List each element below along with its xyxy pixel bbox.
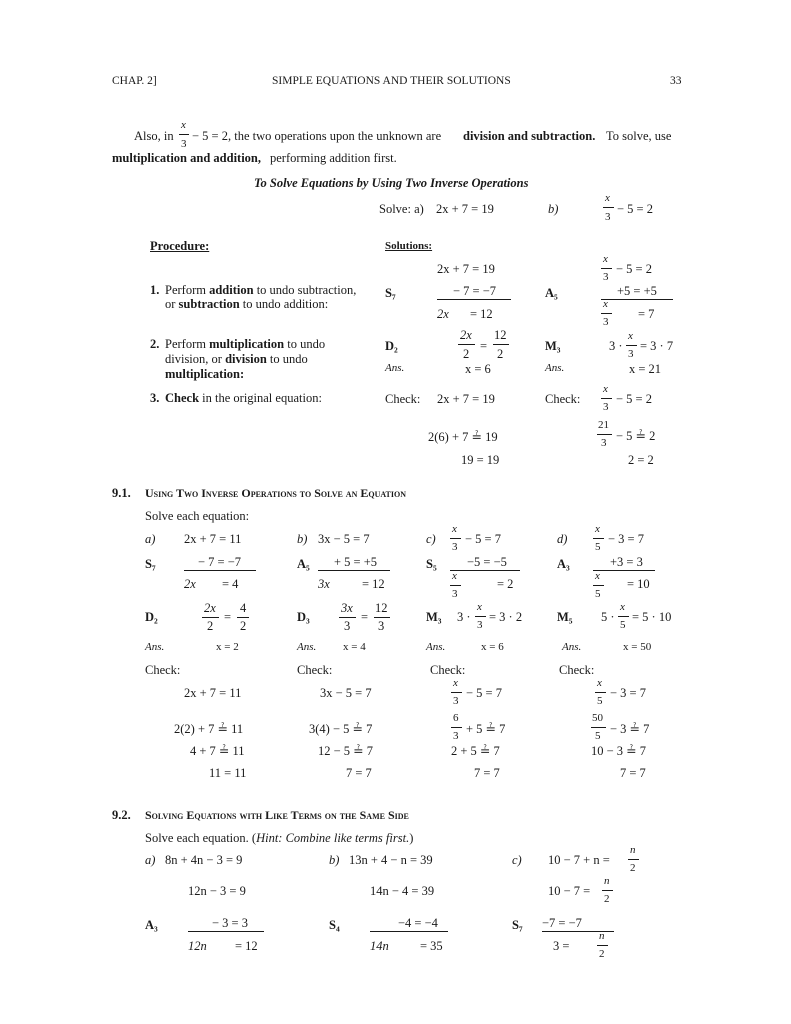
- check-line: − 3 = 7: [610, 686, 646, 700]
- check-line: 19 = 19: [461, 453, 500, 467]
- fraction-bar: [626, 345, 637, 346]
- fraction-bar: [618, 616, 629, 617]
- equation-line: = 10: [627, 577, 650, 591]
- frac-num: 50: [592, 712, 603, 724]
- step2-line1: [165, 337, 325, 352]
- equation-line: 10 − 7 =: [548, 884, 591, 898]
- instructions: [145, 831, 413, 846]
- equation-line: − 3 = 3: [212, 916, 248, 930]
- operation-label: A₅: [297, 557, 310, 571]
- step1-line1: [165, 283, 356, 298]
- fraction-bar: [601, 313, 612, 314]
- fraction-bar: [593, 585, 604, 586]
- check-line: 2(6) + 7 ≟ 19: [428, 430, 498, 444]
- equation-rule: [318, 570, 390, 571]
- fraction-bar: [628, 859, 639, 860]
- fraction-bar: [202, 617, 219, 618]
- frac-num: 4: [240, 601, 247, 615]
- equation-line: 2x + 7 = 19: [437, 262, 495, 276]
- frac-num: 2x: [204, 601, 216, 615]
- operation-label: M₃: [426, 610, 442, 624]
- equation-line: = 3 · 7: [640, 339, 674, 353]
- frac-den: 3: [452, 588, 458, 600]
- equation-line: 14n − 4 = 39: [370, 884, 435, 898]
- frac-den: 3: [603, 271, 609, 283]
- frac-num: n: [604, 875, 610, 887]
- step-number: 1.: [150, 283, 160, 297]
- frac-num: x: [595, 523, 600, 535]
- text: to undo subtraction,: [256, 283, 357, 297]
- fraction-bar: [374, 617, 390, 618]
- equation-line: + 5 = +5: [334, 555, 378, 569]
- operation-label: A₃: [557, 557, 570, 571]
- equation-line: −5 = −5: [467, 555, 507, 569]
- step3-line: [165, 391, 322, 406]
- operation-label: M₅: [557, 610, 573, 624]
- frac-den: 2: [240, 619, 247, 633]
- part-label: c): [426, 532, 436, 546]
- equation-line: = 5 · 10: [632, 610, 672, 624]
- equation-rule: [601, 299, 673, 300]
- frac-den: 2: [630, 862, 636, 874]
- frac-den: 3: [605, 211, 611, 223]
- text-bold: addition: [209, 283, 254, 297]
- text: division, or: [165, 352, 222, 366]
- answer-label: Ans.: [297, 641, 317, 653]
- problem-number: 9.1.: [112, 486, 131, 500]
- frac-den: 2: [463, 347, 470, 361]
- fraction-bar: [595, 692, 606, 693]
- frac-den: 3: [344, 619, 351, 633]
- frac-num: x: [597, 677, 602, 689]
- equation: 10 − 7 + n =: [548, 853, 610, 867]
- equation-line: 3 ·: [457, 610, 471, 624]
- frac-den: 5: [595, 588, 601, 600]
- fraction-bar: [237, 617, 249, 618]
- frac-num: x: [477, 601, 482, 613]
- text: or: [165, 297, 176, 311]
- fraction-bar: [603, 207, 614, 208]
- fraction-bar: [179, 134, 189, 135]
- frac-num: x: [603, 298, 608, 310]
- frac-num: 2x: [460, 328, 472, 342]
- equation-line: −4 = −4: [398, 916, 438, 930]
- fraction-bar: [593, 538, 604, 539]
- check-line: 7 = 7: [346, 766, 372, 780]
- frac-num: x: [605, 192, 610, 204]
- text: Perform: [165, 337, 206, 351]
- equation-line: 12n: [188, 939, 207, 953]
- equation-line: −7 = −7: [542, 916, 582, 930]
- frac-num: 3x: [341, 601, 353, 615]
- check-label: Check:: [385, 392, 421, 406]
- operation-label: S₇: [145, 557, 156, 571]
- check-line: 2 = 2: [628, 453, 654, 467]
- operation-label: D₂: [385, 339, 398, 353]
- check-label: Check:: [430, 663, 466, 677]
- fraction-bar: [597, 945, 608, 946]
- page-number: 33: [670, 75, 682, 87]
- part-label: c): [512, 853, 522, 867]
- equation-line: = 12: [362, 577, 385, 591]
- equation: 8n + 4n − 3 = 9: [165, 853, 243, 867]
- b-label: b): [548, 202, 559, 216]
- instructions: Solve each equation:: [145, 509, 250, 523]
- text-bold: multiplication:: [165, 367, 245, 381]
- frac-num: 12: [494, 328, 507, 342]
- check-line: + 5 ≟ 7: [466, 722, 506, 736]
- frac-den: 2: [604, 893, 610, 905]
- frac-den: 3: [628, 348, 634, 360]
- procedure-heading: Procedure:: [150, 239, 210, 253]
- check-line: 10 − 3 ≟ 7: [591, 744, 647, 758]
- text: to undo addition:: [242, 297, 329, 311]
- solve-label: Solve: a): [379, 202, 424, 216]
- fraction-bar: [475, 616, 486, 617]
- frac-den: 5: [595, 541, 601, 553]
- answer-label: Ans.: [562, 641, 582, 653]
- equation-b: − 5 = 2: [617, 202, 653, 216]
- answer: x = 50: [623, 641, 652, 653]
- equation-line: = 3 · 2: [489, 610, 523, 624]
- equation-line: 14n: [370, 939, 389, 953]
- equation-a: 2x + 7 = 19: [436, 202, 494, 216]
- equation-line: +5 = +5: [617, 284, 657, 298]
- check-line: 2x + 7 = 11: [184, 686, 242, 700]
- text-bold: subtraction: [178, 297, 240, 311]
- text-bold: division: [225, 352, 267, 366]
- equation-line: = 7: [638, 307, 655, 321]
- fraction-bar: [597, 434, 612, 435]
- frac-num: 21: [598, 419, 609, 431]
- intro-frac-num: x: [181, 119, 186, 131]
- fraction-bar: [451, 692, 462, 693]
- frac-num: x: [452, 570, 457, 582]
- equation-line: +3 = 3: [610, 555, 643, 569]
- answer-label: Ans.: [385, 362, 405, 374]
- equation-line: − 7 = −7: [453, 284, 497, 298]
- text: to undo: [287, 337, 326, 351]
- intro-bold-1: division and subtraction.: [463, 129, 596, 143]
- text: Solve each equation. (: [145, 831, 257, 845]
- part-label: a): [145, 853, 156, 867]
- frac-den: 3: [453, 695, 459, 707]
- fraction-bar: [451, 727, 462, 728]
- fraction-bar: [339, 617, 356, 618]
- text: in the original equation:: [202, 391, 322, 405]
- frac-den: 3: [603, 401, 609, 413]
- operation-label: S₇: [512, 918, 523, 932]
- answer: x = 6: [465, 362, 491, 376]
- intro-text-1: Also, in: [134, 129, 174, 143]
- frac-num: x: [452, 523, 457, 535]
- part-label: a): [145, 532, 156, 546]
- fraction-bar: [601, 398, 612, 399]
- problem-title: Using Two Inverse Operations to Solve an Equation: [145, 486, 406, 500]
- step-number: 2.: [150, 337, 160, 351]
- equals: =: [224, 610, 232, 624]
- equation: − 5 = 7: [465, 532, 501, 546]
- check-line: − 5 = 7: [466, 686, 502, 700]
- check-line: 2(2) + 7 ≟ 11: [174, 722, 244, 736]
- intro-text-2: − 5 = 2, the two operations upon the unknown are: [192, 129, 442, 143]
- frac-num: 12: [375, 601, 388, 615]
- operation-label: M₃: [545, 339, 561, 353]
- equation-line: = 2: [497, 577, 514, 591]
- operation-label: A₅: [545, 286, 558, 300]
- part-label: b): [297, 532, 308, 546]
- check-line: − 5 ≟ 2: [616, 429, 656, 443]
- check-line: 4 + 7 ≟ 11: [190, 744, 245, 758]
- equation-line: = 35: [420, 939, 443, 953]
- text: Perform: [165, 283, 206, 297]
- equals: =: [361, 610, 369, 624]
- part-label: d): [557, 532, 568, 546]
- frac-num: x: [453, 677, 458, 689]
- frac-den: 5: [620, 619, 626, 631]
- equation-rule: [188, 931, 264, 932]
- answer: x = 4: [343, 641, 366, 653]
- fraction-bar: [450, 538, 461, 539]
- answer-label: Ans.: [545, 362, 565, 374]
- check-line: 11 = 11: [209, 766, 247, 780]
- frac-den: 3: [603, 316, 609, 328]
- answer: x = 6: [481, 641, 504, 653]
- frac-den: 3: [453, 730, 459, 742]
- operation-label: S₄: [329, 918, 340, 932]
- fraction-bar: [602, 890, 613, 891]
- frac-den: 3: [601, 437, 607, 449]
- frac-den: 3: [378, 619, 385, 633]
- equals: =: [480, 339, 488, 353]
- equation-line: 12n − 3 = 9: [188, 884, 246, 898]
- answer-label: Ans.: [145, 641, 165, 653]
- check-label: Check:: [559, 663, 595, 677]
- problem-title: Solving Equations with Like Terms on the Same Side: [145, 808, 409, 822]
- fraction-bar: [458, 344, 475, 345]
- answer: x = 21: [629, 362, 662, 376]
- check-line: − 5 = 2: [616, 392, 652, 406]
- fraction-bar: [601, 268, 612, 269]
- equation-line: 3 =: [553, 939, 570, 953]
- hint-text: Hint: Combine like terms first.: [256, 831, 410, 845]
- intro-text-3: To solve, use: [606, 129, 672, 143]
- box-heading: To Solve Equations by Using Two Inverse Operations: [254, 176, 529, 190]
- operation-label: D₂: [145, 610, 158, 624]
- answer-label: Ans.: [426, 641, 446, 653]
- operation-label: S₇: [385, 286, 396, 300]
- check-line: 7 = 7: [474, 766, 500, 780]
- intro-bold-2: multiplication and addition,: [112, 151, 261, 165]
- frac-den: 5: [597, 695, 603, 707]
- text: to undo: [269, 352, 308, 366]
- equation-rule: [184, 570, 256, 571]
- text-bold: Check: [165, 391, 200, 405]
- answer: x = 2: [216, 641, 239, 653]
- fraction-bar: [493, 344, 509, 345]
- check-label: Check:: [545, 392, 581, 406]
- frac-num: x: [603, 253, 608, 265]
- step1-line2: [165, 297, 328, 312]
- equation-line: 2x: [184, 577, 196, 591]
- frac-den: 2: [497, 347, 504, 361]
- intro-text-4: performing addition first.: [270, 151, 397, 165]
- fraction-bar: [591, 727, 606, 728]
- text: ): [409, 831, 414, 845]
- check-line: − 3 ≟ 7: [610, 722, 650, 736]
- problem-number: 9.2.: [112, 808, 131, 822]
- equation-rule: [593, 570, 655, 571]
- check-line: 2x + 7 = 19: [437, 392, 495, 406]
- intro-frac-den: 3: [181, 138, 187, 150]
- operation-label: D₃: [297, 610, 310, 624]
- check-line: 12 − 5 ≟ 7: [318, 744, 374, 758]
- check-label: Check:: [145, 663, 181, 677]
- step-number: 3.: [150, 391, 160, 405]
- equation-line: − 5 = 2: [616, 262, 652, 276]
- step2-line2: [165, 352, 308, 367]
- frac-num: n: [599, 930, 605, 942]
- fraction-bar: [450, 585, 461, 586]
- equation-line: 3x: [318, 577, 330, 591]
- equation-line: 3 ·: [609, 339, 623, 353]
- check-line: 3(4) − 5 ≟ 7: [309, 722, 373, 736]
- equation-rule: [437, 299, 511, 300]
- frac-den: 2: [599, 948, 605, 960]
- equation-line: 2x: [437, 307, 449, 321]
- chapter-label: CHAP. 2]: [112, 75, 157, 87]
- equation-line: = 4: [222, 577, 239, 591]
- frac-num: x: [620, 601, 625, 613]
- operation-label: S₅: [426, 557, 437, 571]
- equation: 13n + 4 − n = 39: [349, 853, 433, 867]
- frac-num: x: [603, 383, 608, 395]
- frac-den: 3: [477, 619, 483, 631]
- check-line: 2 + 5 ≟ 7: [451, 744, 500, 758]
- operation-label: A₃: [145, 918, 158, 932]
- frac-num: x: [595, 570, 600, 582]
- frac-den: 2: [207, 619, 214, 633]
- frac-num: 6: [453, 712, 459, 724]
- equation: 2x + 7 = 11: [184, 532, 242, 546]
- equation-rule: [370, 931, 448, 932]
- equation-line: 5 ·: [601, 610, 615, 624]
- solutions-heading: Solutions:: [385, 240, 433, 252]
- text-bold: multiplication: [209, 337, 285, 351]
- equation-line: − 7 = −7: [198, 555, 242, 569]
- equation-line: = 12: [235, 939, 258, 953]
- check-label: Check:: [297, 663, 333, 677]
- frac-num: n: [630, 844, 636, 856]
- equation: 3x − 5 = 7: [318, 532, 370, 546]
- frac-num: x: [628, 330, 633, 342]
- running-title: SIMPLE EQUATIONS AND THEIR SOLUTIONS: [272, 75, 511, 87]
- check-line: 3x − 5 = 7: [320, 686, 372, 700]
- check-line: 7 = 7: [620, 766, 646, 780]
- equation-rule: [450, 570, 520, 571]
- frac-den: 5: [595, 730, 601, 742]
- frac-den: 3: [452, 541, 458, 553]
- equation: − 3 = 7: [608, 532, 644, 546]
- part-label: b): [329, 853, 340, 867]
- equation-line: = 12: [470, 307, 493, 321]
